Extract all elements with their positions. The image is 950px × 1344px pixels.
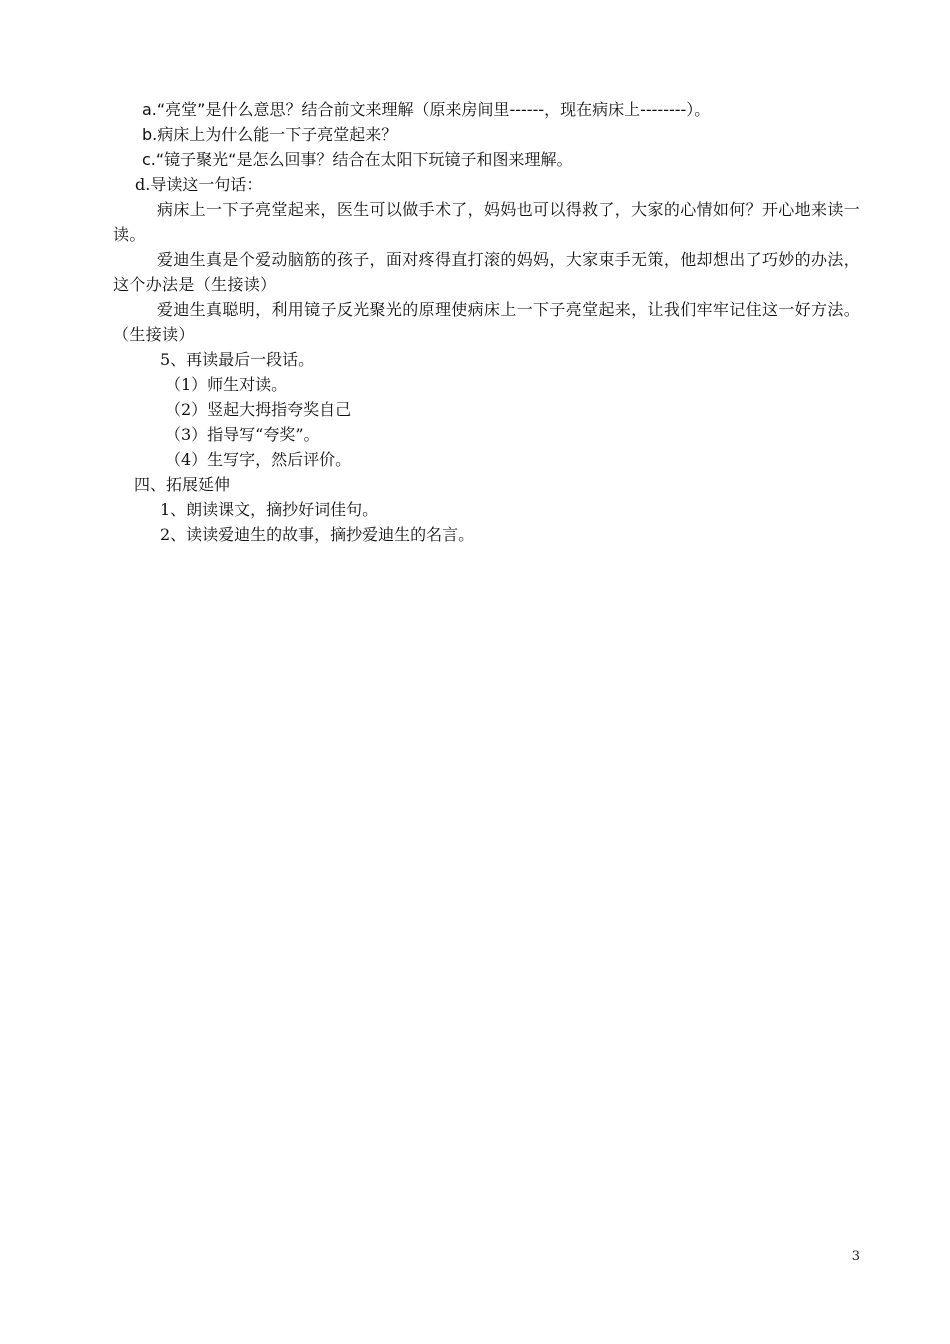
paragraph-hospital-bed: 病床上一下子亮堂起来，医生可以做手术了，妈妈也可以得救了，大家的心情如何？开心地来读一读。 bbox=[113, 200, 861, 244]
step-5-item-2: （2）竖起大拇指夸奖自己 bbox=[165, 400, 352, 419]
question-c: c.“镜子聚光“是怎么回事？结合在太阳下玩镜子和图来理解。 bbox=[142, 150, 573, 169]
paragraph-edison-smart: 爱迪生真聪明，利用镜子反光聚光的原理使病床上一下子亮堂起来，让我们牢牢记住这一好方法。（生接读） bbox=[113, 300, 861, 344]
question-b: b.病床上为什么能一下子亮堂起来？ bbox=[142, 125, 398, 144]
step-5-item-3: （3）指导写“夸奖”。 bbox=[165, 425, 320, 444]
step-5-item-1: （1）师生对读。 bbox=[165, 375, 288, 394]
section-4-heading: 四、拓展延伸 bbox=[134, 475, 231, 494]
section-4-item-1: 1、朗读课文，摘抄好词佳句。 bbox=[160, 500, 379, 519]
question-a: a.“亮堂”是什么意思？结合前文来理解（原来房间里------，现在病床上--------）。 bbox=[142, 100, 711, 119]
page-number: 3 bbox=[851, 1249, 860, 1264]
step-5-heading: 5、再读最后一段话。 bbox=[160, 350, 315, 369]
question-d: d.导读这一句话： bbox=[135, 175, 263, 194]
section-4-item-2: 2、读读爱迪生的故事，摘抄爱迪生的名言。 bbox=[160, 525, 475, 544]
paragraph-edison-clever-child: 爱迪生真是个爱动脑筋的孩子，面对疼得直打滚的妈妈，大家束手无策，他却想出了巧妙的办法，这个办法是（生接读） bbox=[113, 250, 861, 294]
step-5-item-4: （4）生写字，然后评价。 bbox=[165, 450, 352, 469]
document-body bbox=[113, 97, 865, 547]
